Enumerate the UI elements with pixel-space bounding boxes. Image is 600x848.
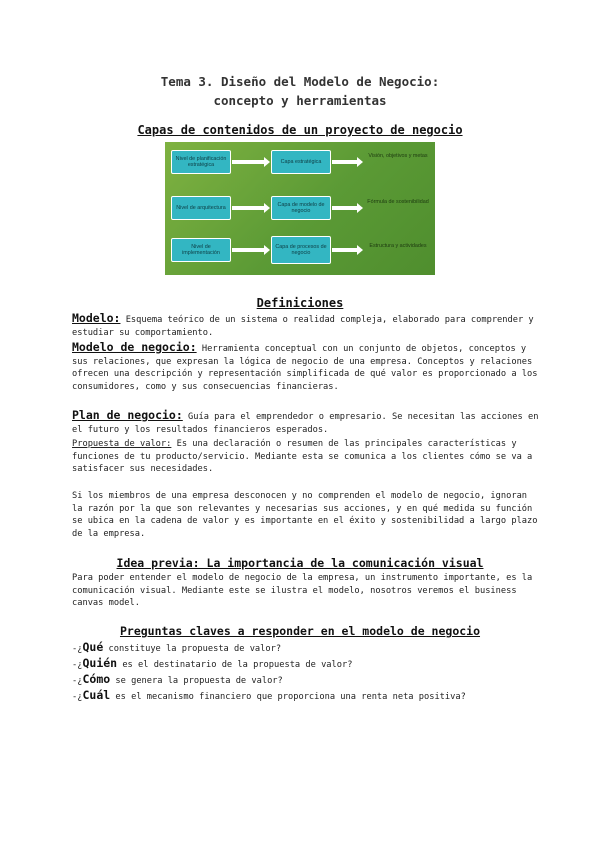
pregunta-word: Quién <box>82 656 118 670</box>
pregunta-item-2 <box>72 656 542 673</box>
def-modelo-negocio <box>72 341 542 393</box>
diagram-right-text-1: Visión, objetivos y metas <box>368 153 428 159</box>
page-title <box>0 72 600 110</box>
pregunta-prefix: -¿ <box>72 692 83 702</box>
idea-previa-text: Para poder entender el modelo de negocio de la empresa, un instrumento importante, es la comunicación visual. Mediante este se ilustra el modelo, nosotros veremos el business canvas model. <box>72 573 533 609</box>
def-modelo-negocio-term: Modelo de negocio: <box>72 340 197 354</box>
definiciones-heading: Definiciones <box>256 296 344 310</box>
pregunta-rest: es el mecanismo financiero que proporciona una renta neta positiva? <box>110 692 466 702</box>
diagram-middle-box-2: Capa de modelo de negocio <box>271 196 331 220</box>
pregunta-rest: es el destinatario de la propuesta de valor? <box>117 660 353 670</box>
pregunta-word: Cómo <box>82 672 111 686</box>
diagram-right-text-3: Estructura y actividades <box>369 243 427 249</box>
def-plan-negocio-text: Guía para el emprendedor o empresario. Se necesitan las acciones en el futuro y los resultados financieros esperados. <box>72 412 539 435</box>
pregunta-item-4 <box>72 688 542 705</box>
pregunta-rest: se genera la propuesta de valor? <box>110 676 283 686</box>
def-plan-negocio-term: Plan de negocio: <box>72 408 183 422</box>
def-plan-negocio <box>72 409 542 436</box>
def-propuesta-valor-text: Es una declaración o resumen de las principales características y funciones de tu producto/servicio. Mediante esta se comunica a los clientes cómo se va a satisfacer sus necesidades. <box>72 439 533 475</box>
pregunta-prefix: -¿ <box>72 676 83 686</box>
def-modelo-negocio-text: Herramienta conceptual con un conjunto de objetos, conceptos y sus relaciones, que expresan la lógica de negocio de una empresa. Conceptos y relaciones ofrecen una descripción y representación simplificada de qué valor es proporcionado a los consumidores, como y sus consecuencias financieras. <box>72 344 538 392</box>
diagram-arrow-1b <box>332 160 358 164</box>
def-propuesta-valor <box>72 438 542 476</box>
pregunta-word: Cuál <box>82 688 111 702</box>
diagram-left-box-1: Nivel de planificación estratégica <box>171 150 231 174</box>
pregunta-word: Qué <box>82 640 104 654</box>
preguntas-heading: Preguntas claves a responder en el modelo de negocio <box>119 624 481 638</box>
pregunta-prefix: -¿ <box>72 644 83 654</box>
def-modelo-term: Modelo: <box>72 311 121 325</box>
diagram-arrow-2a <box>232 206 265 210</box>
pregunta-item-1 <box>72 640 542 657</box>
def-modelo <box>72 312 542 339</box>
diagram-middle-box-1: Capa estratégica <box>271 150 331 174</box>
capas-diagram <box>165 142 435 275</box>
diagram-arrow-3b <box>332 248 358 252</box>
title-line-1: Tema 3. Diseño del Modelo de Negocio: <box>160 74 440 89</box>
pregunta-rest: constituye la propuesta de valor? <box>103 644 282 654</box>
capas-heading: Capas de contenidos de un proyecto de negocio <box>137 123 463 137</box>
diagram-left-box-2: Nivel de arquitectura <box>171 196 231 220</box>
pregunta-prefix: -¿ <box>72 660 83 670</box>
diagram-middle-box-3: Capa de procesos de negocio <box>271 236 331 264</box>
pregunta-item-3 <box>72 672 542 689</box>
diagram-right-text-2: Fórmula de sostenibilidad <box>367 199 429 205</box>
diagram-arrow-2b <box>332 206 358 210</box>
idea-previa-heading: Idea previa: La importancia de la comunicación visual <box>116 556 484 570</box>
diagram-arrow-3a <box>232 248 265 252</box>
diagram-arrow-1a <box>232 160 265 164</box>
diagram-left-box-3: Nivel de implementación <box>171 238 231 262</box>
title-line-2: concepto y herramientas <box>213 93 387 108</box>
def-modelo-text: Esquema teórico de un sistema o realidad compleja, elaborado para comprender y estudiar su comportamiento. <box>72 315 534 338</box>
def-propuesta-valor-term: Propuesta de valor: <box>72 439 172 449</box>
definiciones-paragraph: Si los miembros de una empresa desconocen y no comprenden el modelo de negocio, ignoran la razón por la que son relevantes y necesarias sus acciones, y en qué medida su función se ubica en la cadena de valor y es importante en el éxito y sostenibilidad a largo plazo de la empresa. <box>72 491 538 539</box>
